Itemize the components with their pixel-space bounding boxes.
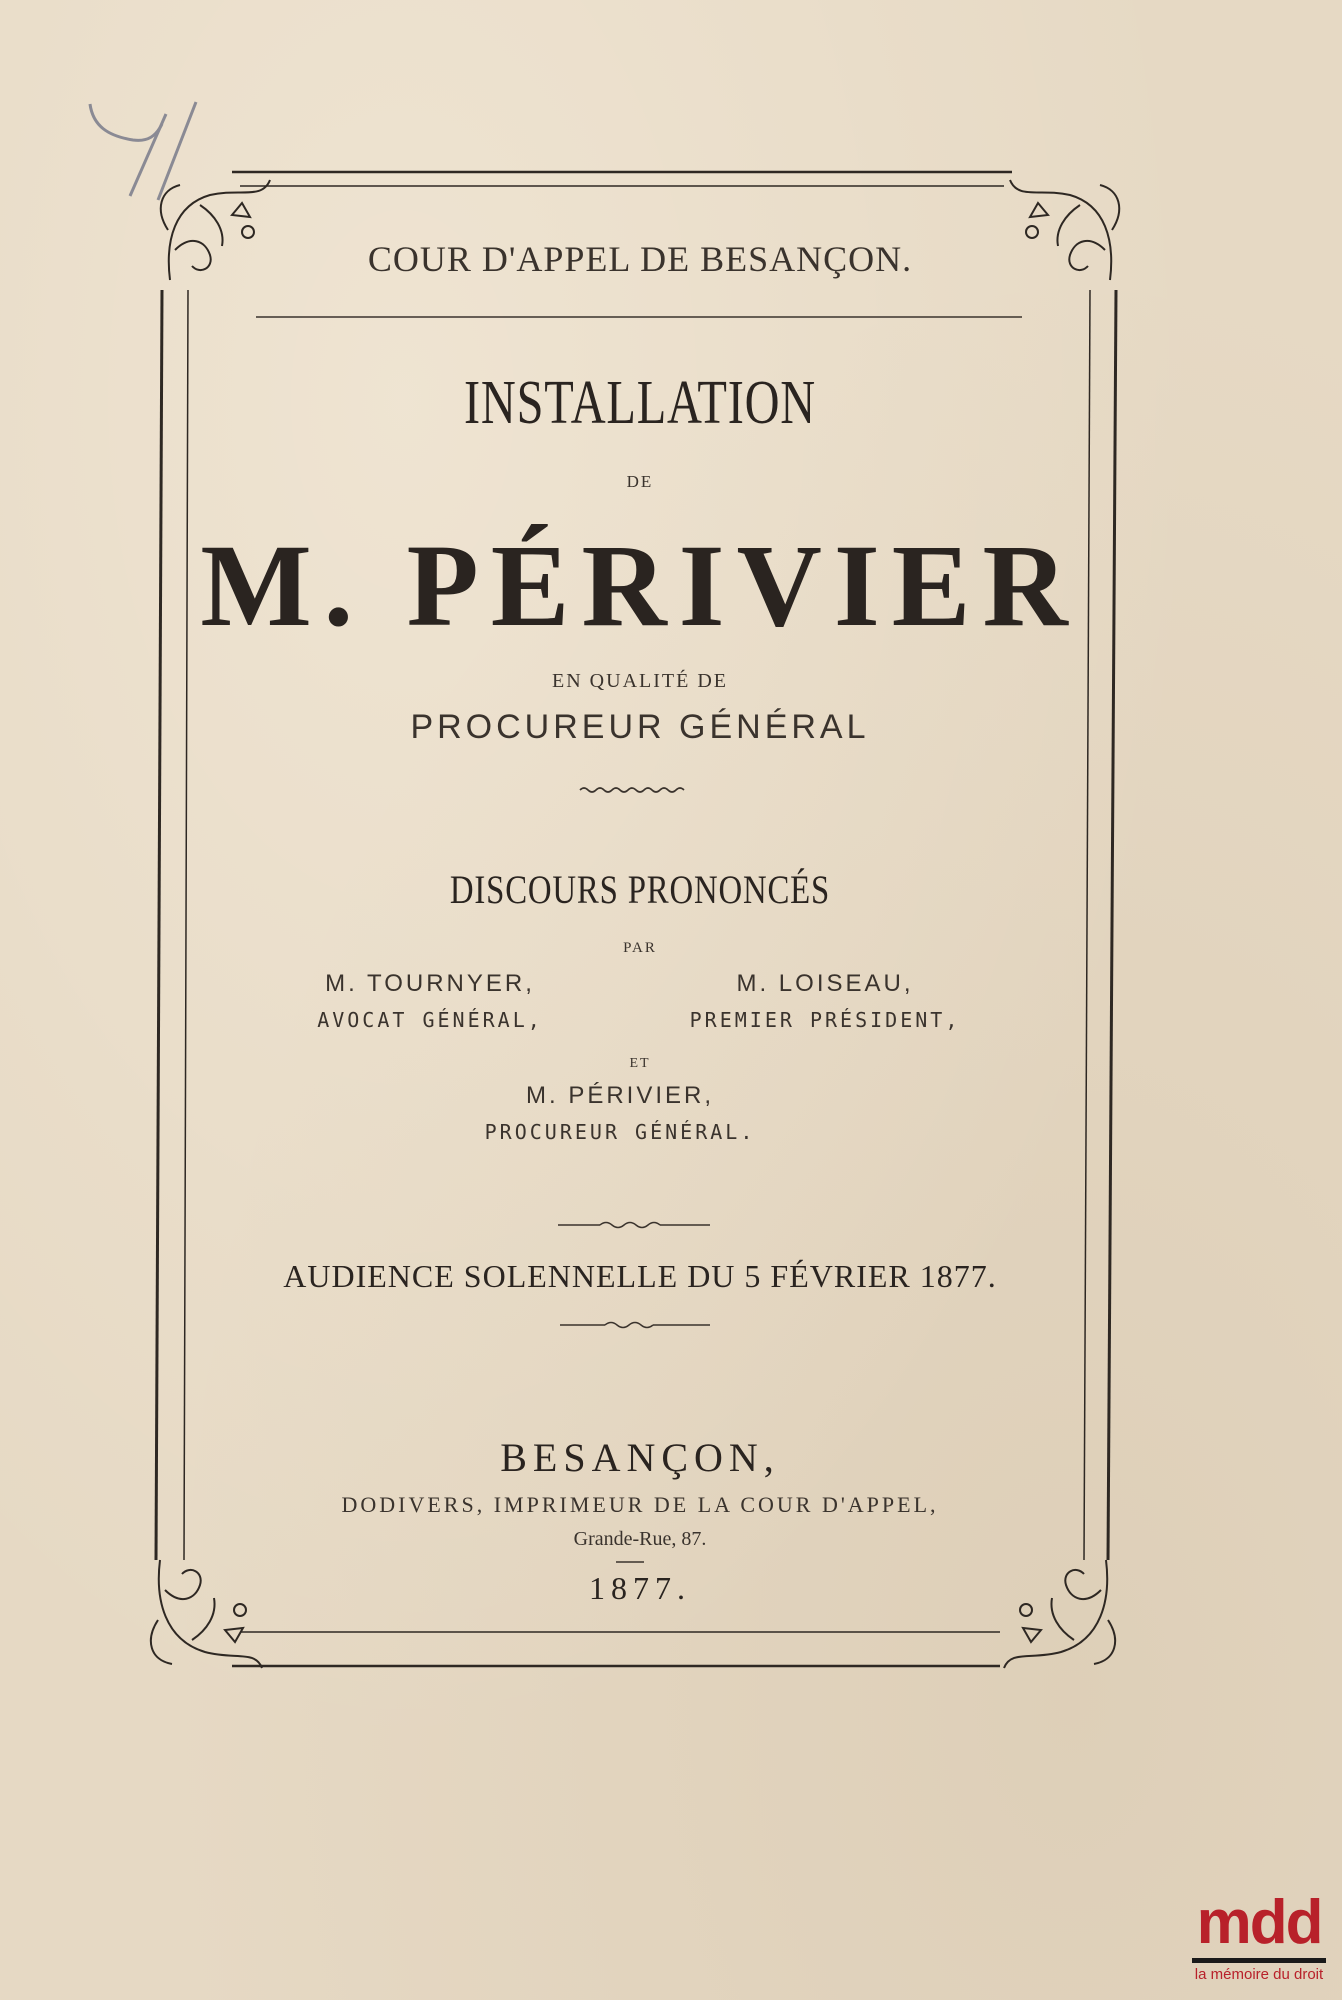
flourish-3 xyxy=(560,1323,710,1328)
imprint-year: 1877. xyxy=(589,1570,691,1606)
par-label: PAR xyxy=(623,940,657,956)
speaker-role: PREMIER PRÉSIDENT, xyxy=(689,1008,961,1032)
mdd-logo xyxy=(1184,1888,1334,1988)
imprint-city: BESANÇON, xyxy=(500,1435,780,1480)
court-title: COUR D'APPEL DE BESANÇON. xyxy=(367,239,913,279)
heading-installation: INSTALLATION xyxy=(463,369,817,437)
qualite-label: EN QUALITÉ DE xyxy=(552,670,728,692)
office-title: PROCUREUR GÉNÉRAL xyxy=(410,708,870,746)
speaker-name: M. LOISEAU, xyxy=(736,970,914,997)
speaker-role: AVOCAT GÉNÉRAL, xyxy=(317,1008,543,1032)
flourish-1 xyxy=(580,788,684,792)
et-label: ET xyxy=(629,1056,651,1071)
heading-de: DE xyxy=(626,472,654,491)
audience-date: AUDIENCE SOLENNELLE DU 5 FÉVRIER 1877. xyxy=(283,1258,997,1294)
discours-heading: DISCOURS PRONONCÉS xyxy=(449,867,831,912)
speaker-name: M. PÉRIVIER, xyxy=(525,1082,715,1109)
pencil-mark xyxy=(88,96,238,206)
honoree-name: M. PÉRIVIER xyxy=(200,520,1080,651)
flourish-2 xyxy=(558,1223,710,1228)
speaker-tournyer xyxy=(260,970,600,1032)
logo-tagline: la mémoire du droit xyxy=(1194,1966,1324,1983)
logo-bar xyxy=(1192,1958,1326,1963)
speaker-role: PROCUREUR GÉNÉRAL. xyxy=(484,1120,756,1144)
speaker-loiseau xyxy=(640,970,1010,1032)
logo-wordmark: mdd xyxy=(1196,1888,1322,1957)
speaker-perivier xyxy=(400,1082,840,1144)
speaker-name: M. TOURNYER, xyxy=(325,970,535,997)
imprint-street: Grande-Rue, 87. xyxy=(573,1528,707,1550)
imprint-printer: DODIVERS, IMPRIMEUR DE LA COUR D'APPEL, xyxy=(341,1492,939,1517)
